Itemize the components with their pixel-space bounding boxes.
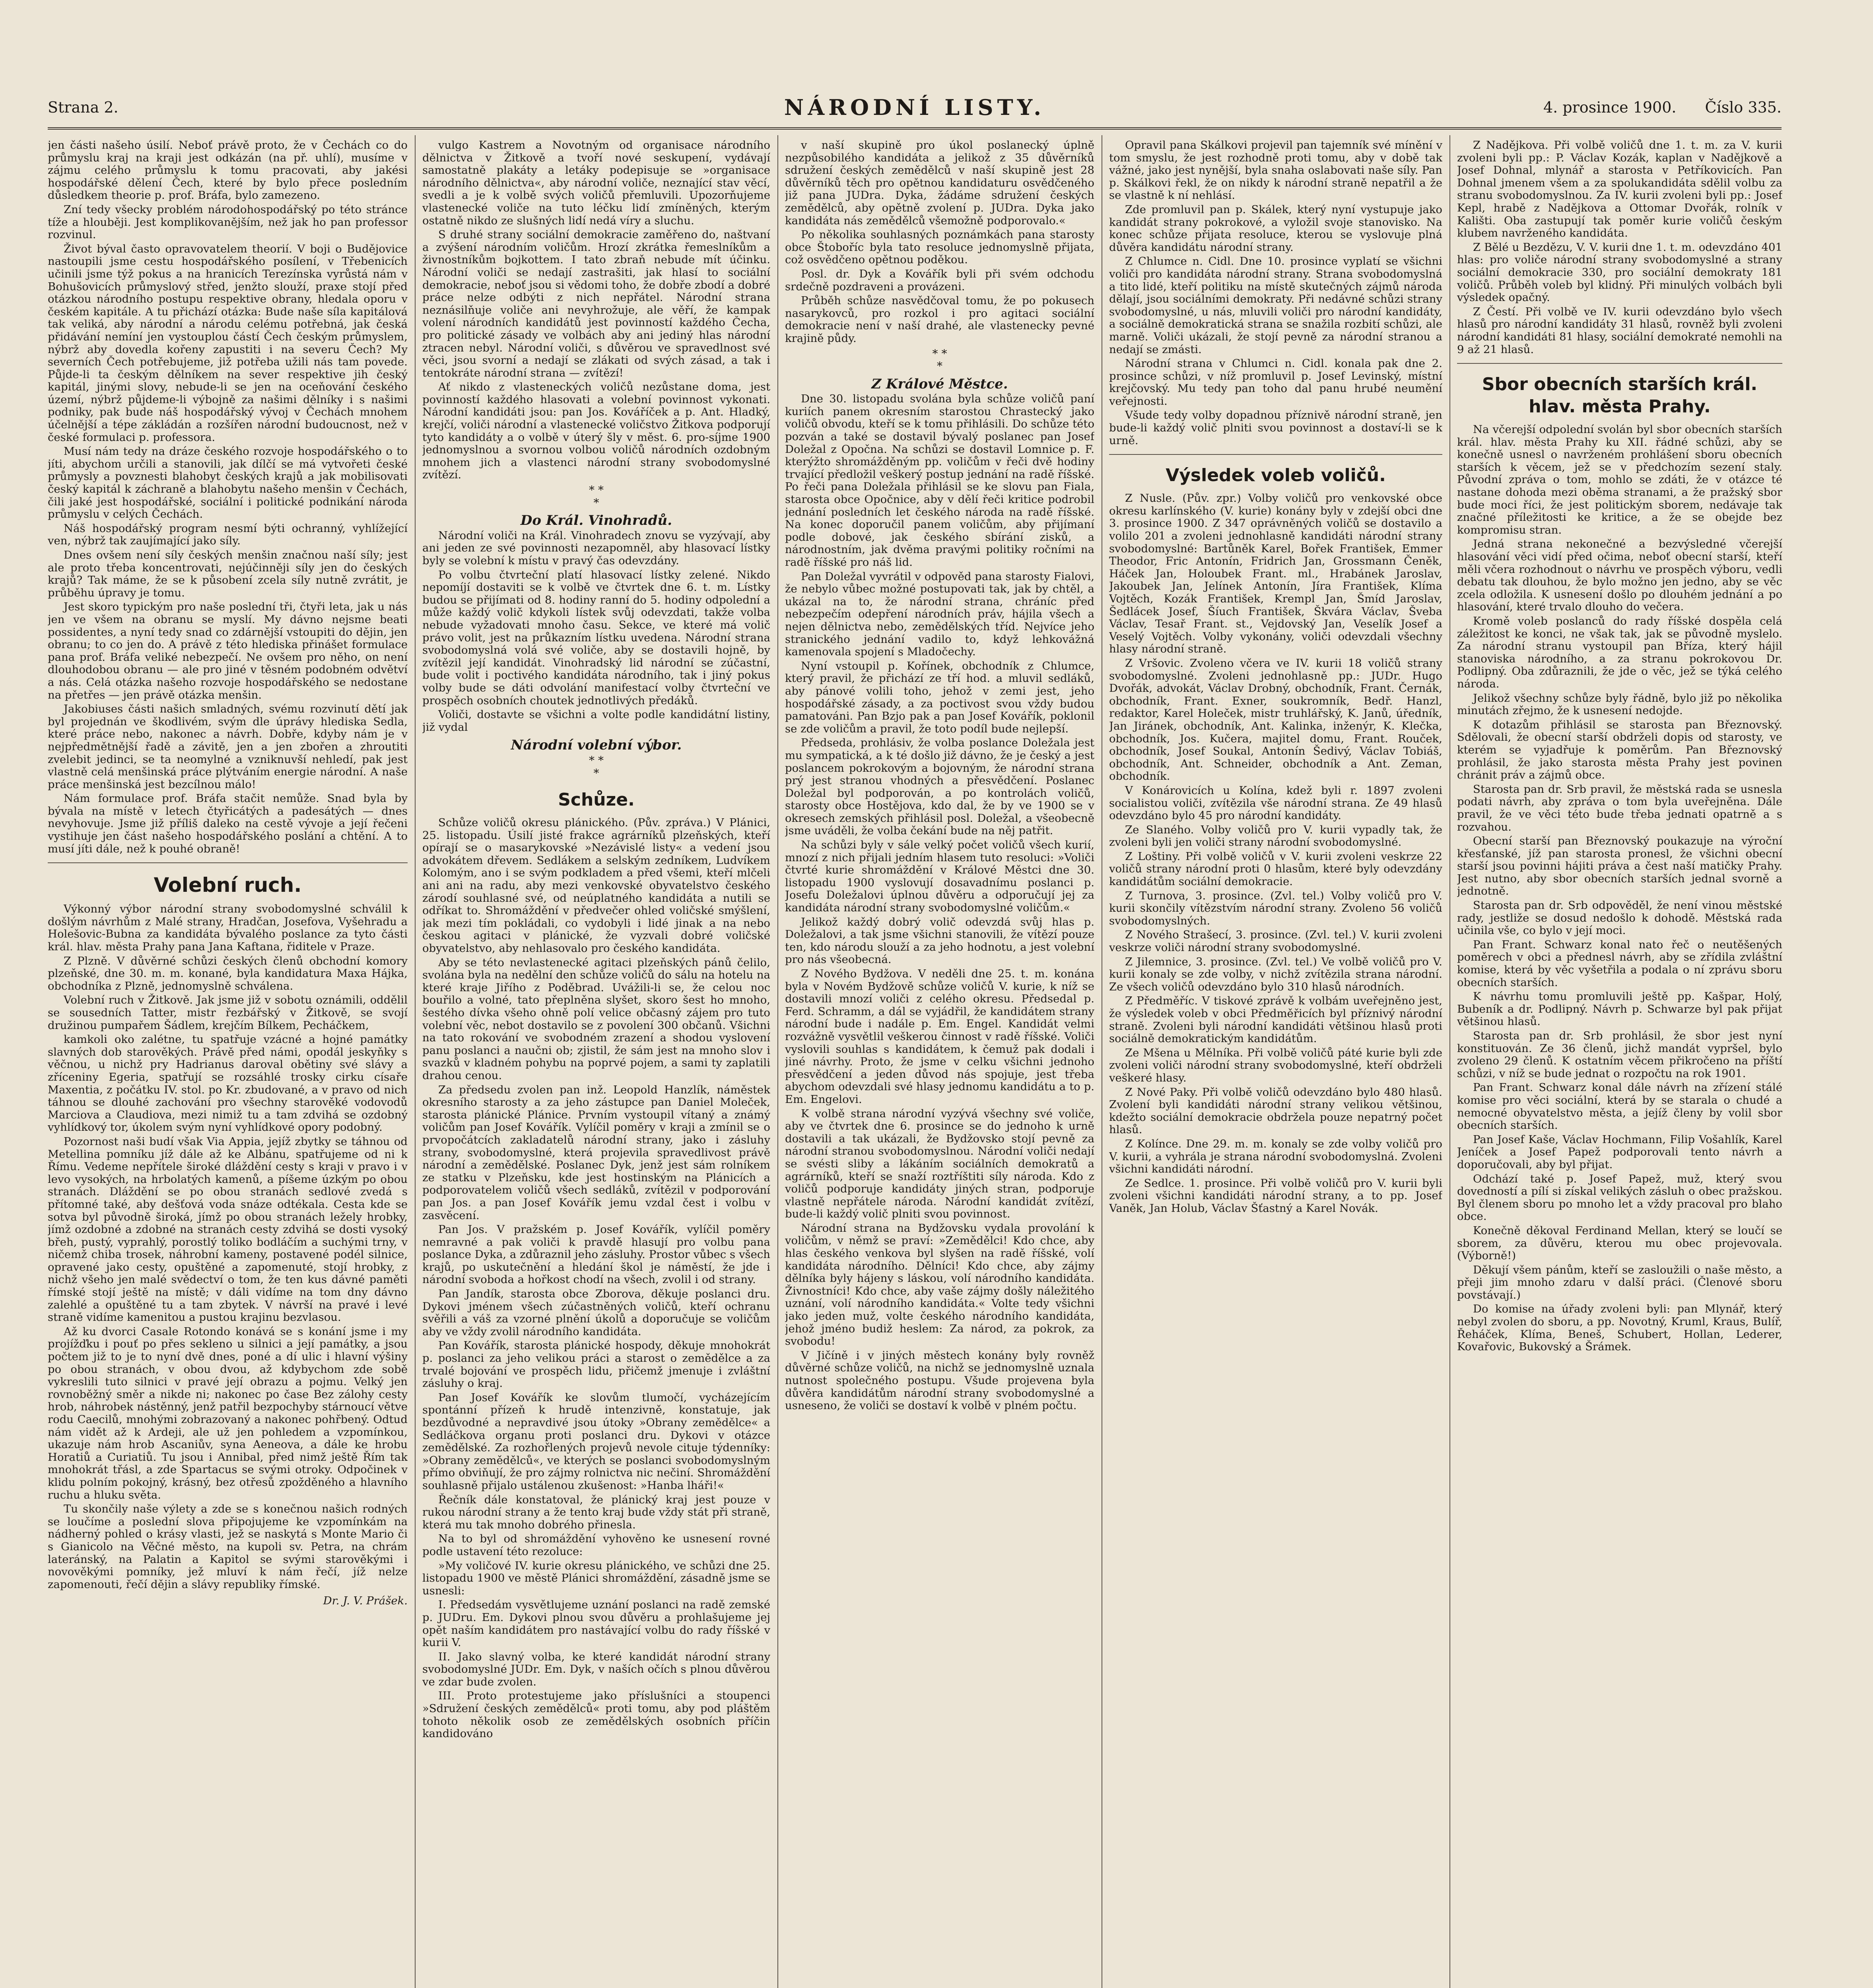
section-body <box>1457 423 1782 1353</box>
paragraph: Národní strana na Bydžovsku vydala provolání k voličům, v němž se praví: »Zemědělci! Kdo chce, aby hlas českého venkova byl slyšen na radě říšské, volí kandidáta národního. Dělníci! Kdo chce, aby zájmy dělníka byly hájeny s láskou, volí národního kandidáta. Živnostníci! Kdo chce, aby vaše zájmy došly náležitého uznání, volí národního kandidáta.« Volte tedy všichni jako jeden muž, volte českého národního kandidáta, jehož jméno budiž heslem: Za národ, za pokrok, za svobodu! <box>785 1221 1094 1348</box>
section-title: Výsledek voleb voličů. <box>1166 465 1386 486</box>
paragraph: Nyní vstoupil p. Kořínek, obchodník z Chlumce, který pravil, že přichází ze tří hod. a mluvil sedláků, aby pánové volili toho, jehož v zemi jest, jeho hospodářské zásady, a za poctivost svou vždy budou pamatováni. Pan Bzjo pak a pan Josef Kovářík, poklonil se zde voličům a pravil, že toto podíl bude nejlepší. <box>785 659 1094 735</box>
paragraph: Z Chlumce n. Cidl. Dne 10. prosince vyplatí se všichni voliči pro kandidáta národní strany. Strana svobodomyslná a tito lidé, kteří politiku na místě skutečných zájmů národa dělají, jsou sociálními demokraty. Při nedávné schůzi strany svobodomyslné, u nás, mluvili voliči pro národní kandidáty, a sociálně demokratická strana se snažila rozbití schůzi, ale marně. Voliči ukázali, že stojí pevně za národní stranou a nedají se zmásti. <box>1109 255 1442 356</box>
paragraph: K dotazům přihlásil se starosta pan Březnovský. Sdělovali, že obecní starší obdrželi dopis od starosty, ve kterém se vyjadřuje k poměrům. Pan Březnovský prohlásil, že jako starosta města Prahy jest povinen chránit práv a zájmů obce. <box>1457 718 1782 782</box>
column-1 <box>48 139 408 1988</box>
paragraph: Ať nikdo z vlasteneckých voličů nezůstane doma, jest povinností každého hlasovati a volební povinnost vykonati. Národní kandidáti jsou: pan Jos. Kováříček a p. Ant. Hladký, krejčí, voliči národní a vlastenecké voličstvo Žitkova podporují tyto kandidáty a o volbě v úterý šly v měst. 6. pro-síjme 1900 jednomyslnou a svornou volbou voličů národních ozdobným mnohem jich a vlastenci národní strany svobodomyslné zvítězí. <box>422 381 770 481</box>
paragraph: Musí nám tedy na dráze českého rozvoje hospodářského o to jíti, abychom určili a stanovili, jak dílčí se má vytvořeti české průmysly a povznesti blahobyt českých krajů a jak mobilisovati český kapitál k záchraně a blahobytu našeho menšin v Čechách, čili jaké jest hospodářské, sociální i politické podnikání národa průmyslu v celých Čechách. <box>48 445 408 521</box>
paragraph: Z Kolínce. Dne 29. m. m. konaly se zde volby voličů pro V. kurii, a vyhrála je strana národní svobodomyslná. Zvoleni všichni kandidáti národní. <box>1109 1137 1442 1176</box>
paragraph: »My voličové IV. kurie okresu plánického, ve schůzi dne 25. listopadu 1900 ve městě Plánici shromáždění, zásadně jsme se usnesli: <box>422 1559 770 1597</box>
paragraph: Z Turnova, 3. prosince. (Zvl. tel.) Volby voličů pro V. kurii skončily vítězstvím národní strany. Zvoleno 56 voličů svobodomyslných. <box>1109 889 1442 927</box>
paragraph: Pozornost naši budí však Via Appia, jejíž zbytky se táhnou od Metellina pomníku jíž dále až ke Albánu, spatřujeme od ni k Římu. Vedeme nepřítele široké dláždění cesty s kraji v pravo i v levo vysokých, na hrbolatých kamenů, a píšeme úzkým po obou stranách. Dláždění se po obou stranách sedlové zvedá s přítomné také, aby dešťová voda snáze odtékala. Cesta kde se sotva byl původně široká, jímž po obou stranách ležely hrobky, jímž ozdobné a zdobné na stranách cesty zdvihá se dosti vysoký břeh, pustý, vyprahlý, porostlý toliko bodláčím a suchými trny, v ničemž chiba trosek, náhrobní kameny, postavené podél silnice, opravené jako cesty, opuštěné a zapomenuté, stojí hrobky, z nichž všeho jen malé svědectví o tom, že ten kus dávné paměti římské stojí ještě na místě; v dáli vidíme na tom dny dávno zalehlé a opuštěné tu a tam zbytek. V návrší na pravé i levé straně vidíme kamenitou a pustou krajinu bezvlasou. <box>48 1135 408 1324</box>
paragraph: jen části našeho úsilí. Neboť právě proto, že v Čechách co do průmyslu kraj na kraji jest odkázán (na př. uhlí), musíme v zájmu celého průmyslu k tomu pracovati, aby jakési hospodářské dělení Čech, které by bylo přece posledním důsledkem theorie p. prof. Bráfa, bylo zamezeno. <box>48 139 408 202</box>
paragraph: Děkují všem pánům, kteří se zasloužili o naše město, a přeji jim mnoho zdaru v další práci. (Členové sboru povstávají.) <box>1457 1263 1782 1301</box>
paragraph: Z Nusle. (Pův. zpr.) Volby voličů pro venkovské obce okresu karlínského (V. kurie) konány byly v zdejší obci dne 3. prosince 1900. Z 347 oprávněných voličů se dostavilo a volilo 201 a zvoleni jednohlasně kandidáti národní strany svobodomyslné: Bartůněk Karel, Bořek František, Emmer Theodor, Fric Antonín, Fridrich Jan, Grossmann Čeněk, Háček Jan, Holoubek Frant. ml., Hrabánek Jaroslav, Jakoubek Jan, Jelínek Antonín, Jíra František, Klíma Vojtěch, Kozák František, Krempl Jan, Šmíd Jaroslav, Šedlácek Josef, Šíuch František, Škvára Václav, Šveba Václav, Tesař Frant. st., Vejdovský Jan, Veselík Josef a Veselý Vojtěch. Volby vykonány, voliči odevzdali všechny hlasy národní straně. <box>1109 492 1442 656</box>
paragraph: Starosta pan dr. Srb pravil, že městská rada se usnesla podati návrh, aby zpráva o tom byla uveřejněna. Dále pravil, že ve věci této bude třeba jednati opatrně a s rozvahou. <box>1457 782 1782 833</box>
paragraph: Předseda, prohlásiv, že volba poslance Doležala jest mu sympatická, a k té došlo již dávno, že je český a jest poslancem pokrokovým a bojovným, že národní strana prý jest stranou vhodných a přesvědčení. Poslanec Doležal byl podporován, a po kontrolách voličů, starosty obce Hostějova, kdo dal, že by ve 1900 se v okresech zemských přihlásil posl. Doležal, a všeobecně jsme uváděli, že volba čekání bude na něj patřit. <box>785 736 1094 837</box>
separator-stars: * * * <box>932 347 947 373</box>
article-body <box>422 139 770 481</box>
article-body <box>1109 139 1442 447</box>
paragraph: Jedná strana nekonečné a bezvýsledné včerejší hlasování věci vidí před očima, neboť obecní starší, kteří měli včera rozhodnout o návrhu ve prospěch výboru, vedli debatu tak dlouhou, že bylo možno jen jedno, aby se věc zcela odložila. K usnesení došlo po dlouhém jednání a po hlasování, které trvalo dlouho do večera. <box>1457 538 1782 613</box>
subsection-title: Z Králové Městce. <box>871 376 1008 392</box>
paragraph: Kromě voleb poslanců do rady říšské dospěla celá záležitost ke konci, ne však tak, jak se původně myslelo. Za národní stranu vystoupil pan Bříza, který hájil stanoviska národního, a za stranu pokrokovou Dr. Podlipný. Oba zdůraznili, že jde o věc, jež se týká celého národa. <box>1457 615 1782 690</box>
paragraph: Opravil pana Skálkovi projevil pan tajemník své mínění v tom smyslu, že jest rozhodně proti tomu, aby v době tak vážné, jako jest nynější, byla snaha oslabovati naše síly. Pan p. Skálkovi řekl, že on nikdy k národní straně nepatřil a že se vlastně k ní nehlásí. <box>1109 139 1442 202</box>
paragraph: Tu skončily naše výlety a zde se s konečnou našich rodných se loučíme a poslední slova připojujeme ke vzpomínkám na nádherný pohled o krásy vlasti, jež se naskytá s Monte Mario či s Gianicolo na Věčné město, na kupoli sv. Petra, na chrám lateránský, na Palatin a Kapitol se svými starověkými i novověkými pomníky, jež mluví k nám řečí, jíž nelze zapomenouti, řečí dějin a slávy republiky římské. <box>48 1503 408 1591</box>
paragraph: kamkoli oko zalétne, tu spatřuje vzácné a hojné památky slavných dob starověkých. Právě před námi, opodál jeskyňky s věčnou, u nichž pry Hadrianus daroval obětiny své slávy a zříceniny Egeria, spatřují se rozsáhlé trosky cirku císaře Maxentia, z počátku IV. stol. po Kr. zbudované, a v pravo od nich táhnou se dlouhé zachování pro všechny starověké vodovodů Marciova a Claudiova, mezi nimiž tu a tam zdvihá se ozdobný vyhlídkový tor, úkolem svým nyní vyhlídkové opory podobný. <box>48 1033 408 1134</box>
paragraph: II. Jako slavný volba, ke které kandidát národní strany svobodomyslné JUDr. Em. Dyk, v naších očích s plnou důvěrou ve zdar bude zvolen. <box>422 1650 770 1688</box>
paragraph: K návrhu tomu promluvili ještě pp. Kašpar, Holý, Bubeník a dr. Podlipný. Návrh p. Schwarze byl pak přijat většinou hlasů. <box>1457 990 1782 1028</box>
paragraph: Obecní starší pan Březnovský poukazuje na výroční křesťanské, jíž pan starosta pronesl, že všichni obecní starší jsou povinni hájiti práva a čest naší matičky Prahy. Jest nutno, aby sbor obecních starších jednal svorně a jednotně. <box>1457 835 1782 898</box>
paragraph: Z Čestí. Při volbě ve IV. kurii odevzdáno bylo všech hlasů pro národní kandidáty 31 hlasů, rovněž byli zvoleni národní kandidáti 81 hlasy, sociální demokraté nemohli na 9 až 21 hlasů. <box>1457 305 1782 356</box>
column-3 <box>785 139 1094 1988</box>
paragraph: Na včerejší odpolední svolán byl sbor obecních starších král. hlav. města Prahy ku XII. řádné schůzi, aby se konečně usnesl o navrženém prohlášení sboru obecních starších k věcem, jež se v předchozím sezení staly. Původní zpráva o tom, mohlo se zdáti, že v otázce té nastane dohoda mezi oběma stranami, a že pražský sbor bude moci říci, že jest politickým sborem, nedávaje tak značné příležitosti ke kritice, a že se obejde bez kompromisu stran. <box>1457 423 1782 536</box>
paragraph: Voliči, dostavte se všichni a volte podle kandidátní listiny, již vydal <box>422 708 770 734</box>
page-number: Strana 2. <box>48 99 119 116</box>
paragraph: Dne 30. listopadu svolána byla schůze voličů paní kuriích panem okresním starostou Chrastecký jako voličů obvodu, kteří se k tomu přihlásili. Do schůze této pozván a také se dostavil bývalý poslanec pan Josef Doležal z Opočna. Na schůzi se dostavil Lomnice p. F. kterýžto shromážděným pp. voličům v řeči dvě hodiny trvající předložil veškerý postup jednání na radě říšské. Po řeči pana Doležala přihlásil se ke slovu pan Fiala, starosta obce Opočnice, aby v dělí řeči kritice podrobil jednání posledních let českého národa na radě říšské. Na konec doporučil panem voličům, aby přijímaní podle dobové, jak českého sbírání zisků, a národnostním, jak dvěma pravými politiky ročními na radě říšské pro náš lid. <box>785 392 1094 569</box>
paragraph: Ze Slaného. Volby voličů pro V. kurii vypadly tak, že zvoleni byli jen voliči strany národní svobodomyslné. <box>1109 823 1442 849</box>
paragraph: Jest skoro typickým pro naše poslední tři, čtyři leta, jak u nás jen ve všem na obranu se myslí. My dávno nejsme beati possidentes, a nyní tedy snad co zdárnější vstoupiti do dějin, jen obranu; to co jen do. A právě z této hlediska přinášet formulace pana prof. Bráfa veliké nebezpečí. Ne ovšem pro něho, on není dlouhodobou obranu — ale pro jiné v těsném podobném odvětví a nás. Celá otázka našeho rozvoje hospodářského se nedostane na přetřes — jen právě otázka menšin. <box>48 600 408 701</box>
paragraph: Do komise na úřady zvoleni byli: pan Mlynář, který nebyl zvolen do sboru, a pp. Novotný, Kruml, Kraus, Bulíř, Řeháček, Klíma, Beneš, Schubert, Hollan, Lederer, Kovařovic, Bukovský a Šrámek. <box>1457 1303 1782 1353</box>
paragraph: Z Plzně. V důvěrné schůzi českých členů obchodní komory plzeňské, dne 30. m. m. konané, byla kandidatura Maxa Hájka, obchodníka z Plzně, jednomyslně schválena. <box>48 954 408 992</box>
paragraph: Z Předměříc. V tiskové zprávě k volbám uveřejněno jest, že výsledek voleb v obci Předměřicích byl příznivý národní straně. Zvoleni byli národní kandidáti většinou hlasů proti sociálně demokratickým kandidátům. <box>1109 994 1442 1045</box>
paragraph: Konečně děkoval Ferdinand Mellan, který se loučí se sborem, za důvěru, kterou mu obec projevovala. (Výborně!) <box>1457 1224 1782 1262</box>
paragraph: Po volbu čtvrteční platí hlasovací lístky zelené. Nikdo nepomíjí dostaviti se k volbě ve čtvrtek dne 6. t. m. Lístky budou se přijímati od 8. hodiny ranní do 5. hodiny odpolední a může každý volič kdykoli lístek svůj odevzdati, takže volba nebude vyžadovati mnoho času. Sekce, ve které má volič právo volit, jest na průkazním lístku uvedena. Národní strana svobodomyslná volá své voliče, aby se dostavili hojně, by zvítězil její kandidát. Vinohradský lid národní se zúčastní, bude volit i poctivého kandidáta národního, tak i jiný pokus volby bude se dáti odvolání manifestací volby čtvrteční ve prospěch osobních choutek jednotlivých předáků. <box>422 568 770 707</box>
paragraph: Pan Doležal vyvrátil v odpověd pana starosty Fialovi, že nebylo vůbec možné postupovati tak, jak by chtěl, a ukázal na to, že národní strana, chráníc před nebezpečím odepření národních práv, hájila všech a nejen dělnictva nebo, zemědělských tříd. Nejvíce jeho stranického jednání vadilo to, když lehkovážná kamenovala spojení s Mladočechy. <box>785 570 1094 658</box>
section-body <box>1109 492 1442 1215</box>
paragraph: Z Nadějkova. Při volbě voličů dne 1. t. m. za V. kurii zvoleni byli pp.: P. Václav Kozák, kaplan v Nadějkově a Josef Dohnal, mlynář a starosta v Petříkovicích. Pan Dohnal jmenem všem a za spolukandidáta sdělil volbu za stranu svobodomyslnou. Za IV. kurii zvoleni byli pp.: Josef Kepl, hrabě z Nadějkova a Ottomar Dvořák, rolník v Kališti. Oba zastupují tak poměr kurie voličů českým klubem navrženého kandidáta. <box>1457 139 1782 240</box>
paragraph: Pan Jandík, starosta obce Zborova, děkuje poslanci dru. Dykovi jménem všech zúčastněných voličů, kteří ochranu svěřili a váš za vzorné plnění úkolů a doporučuje se voličům aby ve vždy zvolil národního kandidáta. <box>422 1287 770 1338</box>
column-rule <box>415 135 416 1988</box>
paragraph: Zní tedy všecky problém národohospodářský po této stránce tíže a hlouběji. Jest komplikovanějším, než jak ho pan professor rozvinul. <box>48 203 408 241</box>
divider <box>1109 454 1442 455</box>
paragraph: Až ku dvorci Casale Rotondo konává se s konání jsme i my projížďku i pouť po přes sekleno u silnici a její památky, a jsou počtem již to je to nyní dvě dnes, poné a dí ulic i hlavní výšiny po obou stranách, v obou dvou, až kdybychom zde sobě vykreslili tuto silnici v pravé její obrazu a pojmu. Velký jen rovnoběžný směr a nikde ni; nakonec po čase Bez zálohy cesty hrob, náhrobek nástěnný, jenž patřil bezpochyby stárnoucí větve rodu Caecilů, mnohými zobrazovaný a nakonec pohřbený. Odtud nám vidět až k Ardeji, ale už jen pohledem a vzpomínkou, ukazuje nám hrob Ascaniův, syna Aeneova, a dále ke hrobu Horatiů a Curiatiů. Tu jsou i Annibal, před nimž ještě Řím tak mnohokrát třásl, a zde Spartacus se svými otroky. Odpočinek v klidu polním pokojný, krásný, bez otřesů zpožděného a hlavního ruchu a hluku světa. <box>48 1325 408 1501</box>
paragraph: V Konárovicích u Kolína, kdež byli r. 1897 zvoleni socialistou voliči, zvítězila vše národní strana. Ze 49 hlasů odevzdáno bylo 45 pro národní kandidáty. <box>1109 784 1442 822</box>
paragraph: Starosta pan dr. Srb odpověděl, že není vinou městské rady, jestliže se dosud nedošlo k dohodě. Městská rada učinila vše, co bylo v její moci. <box>1457 899 1782 937</box>
separator-stars: * * * <box>589 753 604 780</box>
divider <box>48 862 408 863</box>
paragraph: Dnes ovšem není síly českých menšin značnou naší síly; jest ale proto třeba koncentrovati, nejúčinněji síly jen do českých krajů? Tak máme, že se k působení zcela síly nutně zvrátit, je průběhu úpravy je tomu. <box>48 549 408 599</box>
paragraph: Po několika souhlasných poznámkách pana starosty obce Štoboříc byla tato resoluce jednomyslně přijata, což osvědčeno opětnou poděkou. <box>785 228 1094 266</box>
article-body <box>1457 139 1782 356</box>
article-body <box>48 139 408 855</box>
column-rule <box>1449 135 1450 1988</box>
paragraph: Aby se této nevlastenecké agitaci plzeňských pánů čelilo, svolána byla na nedělní den schůze voličů do sálu na hotelu na které kraje Jiřího z Poděbrad. Uvážili-li se, že celou noc bouřilo a volné, tato přeplněna slyšet, skoro šest ho mnoho, šestého dívka všeho ohně polí velice občasný zájem pro tuto volební věc, nebot dostavilo se z povolení 300 občanů. Všichni na tato rokování ve svobodném zrazení a shodou vyslovení panu poslanci a naučni ob; zjistil, že sám jest na mnoho slov i svazků v kladném pohybu na poprvé pojem, a sami ty zaplatili drahou cenou. <box>422 956 770 1082</box>
paragraph: Volební ruch v Žitkově. Jak jsme již v sobotu oznámili, oddělil se sousedních Tatter, mistr řezbářský v Žitkově, se svojí družinou pumpařem Šádlem, krejčím Bílkem, Pecháčkem, <box>48 994 408 1032</box>
author-signature: Dr. J. V. Prášek. <box>323 1594 408 1607</box>
section-body <box>48 903 408 1591</box>
section-body <box>422 817 770 1740</box>
article-body <box>785 139 1094 345</box>
paragraph: Národní strana v Chlumci n. Cidl. konala pak dne 2. prosince schůzi, v níž promluvil p. Josef Levinský, místní krejčovský. Mu tedy pan toho dal panu hrubé neumění veřejnosti. <box>1109 357 1442 408</box>
section-title: Schůze. <box>558 790 635 810</box>
paragraph: Starosta pan dr. Srb prohlásil, že sbor jest nyní konstituován. Ze 36 členů, jichž mandát vypršel, bylo zvoleno 29 členů. K ostatním věcem přikročeno na příští schůzi, v níž se bude jednat o rozpočtu na rok 1901. <box>1457 1029 1782 1080</box>
section-title: Volební ruch. <box>153 874 302 897</box>
section-title: Sbor obecních starších král. hlav. města Prahy. <box>1482 374 1758 417</box>
paragraph: S druhé strany sociální demokracie zaměřeno do, naštvaní a zvýšení národním voličům. Hrozí zkrátka řemeslníkům a živnostníkům bojkottem. I tato zbraň nebude mít účinku. Národní voliči se nedají zastrašiti, jak hlasí to sociální demokracie, neboť jsou si vědomi toho, že dobře zbodí a dobré práce nelze odbýti z nich nepřátel. Národní strana neznásilňuje voliče ani nevyhrožuje, ale věří, že kampak volení národních kandidátů jest povinností každého Čecha, pro politické zásady ve volbách aby ani jediný hlas národní ztracen nebyl. Národní voliči, s důvěrou ve spravedlnost své věci, jsou svorní a nedají se zlákati od svých zásad, a tak i tentokráte národní strana — zvítězí! <box>422 228 770 379</box>
issue-number: Číslo 335. <box>1705 99 1782 116</box>
paragraph: Jelikož každý dobrý volič odevzdá svůj hlas p. Doležalovi, a tak jsme všichni stanovili, že vítězí pouze ten, kdo národu slouží a za jeho hodnotu, a jest volební pro nás všeobecná. <box>785 915 1094 966</box>
newspaper-title: NÁRODNÍ LISTY. <box>784 95 1045 120</box>
paragraph: Všude tedy volby dopadnou příznivě národní straně, jen bude-li každý volič plniti svou povinnost a dostaví-li se k urně. <box>1109 409 1442 447</box>
column-2 <box>422 139 770 1988</box>
paragraph: Na to byl od shromáždění vyhověno ke usnesení rovné podle ustavení této rezoluce: <box>422 1532 770 1558</box>
paragraph: Z Loštiny. Při volbě voličů v V. kurii zvoleni veskrze 22 voličů strany národní proti 0 hlasům, které byly odevzdány kandidátům sociální demokracie. <box>1109 850 1442 888</box>
paragraph: Průběh schůze nasvědčoval tomu, že po pokusech nasarykovců, pro rozkol i pro agitaci sociální demokracie není v naší drahé, ale vlastenecky pevné krajině půdy. <box>785 294 1094 345</box>
paragraph: Odchází také p. Josef Papež, muž, který svou dovedností a pílí si získal velikých zásluh o obec pražskou. Byl členem sboru po mnoho let a vždy pracoval pro blaho obce. <box>1457 1172 1782 1223</box>
paragraph: Z Jilemnice, 3. prosince. (Zvl. tel.) Ve volbě voličů pro V. kurii konaly se zde volby, v nichž zvítězila strana národní. Ze všech voličů odevzdáno bylo 310 hlasů národních. <box>1109 955 1442 993</box>
paragraph: Zde promluvil pan p. Skálek, který nyní vystupuje jako kandidát strany pokrokové, a vyložil svoje stanovisko. Na konec schůze přijata resoluce, kterou se vyslovuje plná důvěra kandidátu národní strany. <box>1109 203 1442 254</box>
paragraph: Pan Josef Kovářík ke slovům tlumočí, vycházejícím spontánní přízeň k hrudě intenzivně, konstatuje, jak bezdůvodné a nepravdivé jsou útoky »Obrany zemědělce« a Sedláčkova organu proti poslanci dru. Dykovi v otázce zemědělské. Za rozhořlených projevů nevole cituje týdenníky: »Obrany zemědělců«, ve kterých se poslanci svobodomyslným přímo obviňují, že pro zájmy rolnictva nic nečiní. Shromáždění souhlasně přijalo ustálenou zkušenost: »Hanba lháři!« <box>422 1391 770 1492</box>
paragraph: V Jičíně i v jiných městech konány byly rovněž důvěrné schůze voličů, na nichž se jednomyslně uznala nutnost společného postupu. Všude projevena byla důvěra kandidátům národní strany svobodomyslné a usneseno, že voliči se dostaví k volbě v plném počtu. <box>785 1349 1094 1412</box>
paragraph: III. Proto protestujeme jako příslušníci a stoupenci »Sdružení českých zemědělců« proti tomu, aby pod pláštěm tohoto několik osob ze zemědělských osobních příčin kandidováno <box>422 1689 770 1740</box>
subsection-body <box>785 393 1094 1412</box>
paragraph: Pan Frant. Schwarz konal nato řeč o neutěšených poměrech v obci a přednesl návrh, aby se zřídila zvláštní komise, která by věc vyšetřila a podala o ní zprávu sboru obecních starších. <box>1457 938 1782 989</box>
paragraph: Řečník dále konstatoval, že plánický kraj jest pouze v rukou národní strany a že tento kraj bude vždy stát při straně, která mu tak mnoho dobrého přinesla. <box>422 1493 770 1531</box>
separator-stars: * * * <box>589 483 604 509</box>
paragraph: vulgo Kastrem a Novotným od organisace národního dělnictva v Žitkově a tvoří nové seskupení, vydávají samostatně plakáty a letáky podepisuje se »organisace národního dělnictva«, aby národní voliče, neznající stav věcí, svedli a je k volbě svých voličů přemluvili. Upozorňujeme vlastenecké voliče na tuto léčku lidí zmíněných, kterým ostatně nikdo ze slušných lidí nedá víry a sluchu. <box>422 139 770 227</box>
paragraph: Z Vršovic. Zvoleno včera ve IV. kurii 18 voličů strany svobodomyslné. Zvoleni jednohlasně pp.: JUDr. Hugo Dvořák, advokát, Václav Drobný, obchodník, Frant. Černák, obchodník, Frant. Exner, soukromník, Bedř. Hanzl, redaktor, Karel Holeček, mistr truhlářský, K. Janů, úředník, Jan Jiránek, obchodník, Ant. Kalinka, inženýr, K. Klečka, obchodník, Jos. Kučera, majitel domu, Frant. Rouček, obchodník, Josef Soukal, Antonín Šedivý, Václav Tobiáš, obchodník, Ant. Schneider, obchodník a Ant. Zeman, obchodník. <box>1109 656 1442 783</box>
subsection-body <box>422 530 770 734</box>
paragraph: Z Nové Paky. Při volbě voličů odevzdáno bylo 480 hlasů. Zvolení byli kandidáti národní strany velikou většinou, kdežto sociální demokracie obdržela pouze nepatrný počet hlasů. <box>1109 1085 1442 1136</box>
masthead <box>48 91 1782 130</box>
paragraph: Národní voliči na Král. Vinohradech znovu se vyzývají, aby ani jeden ze své povinnosti nezapomněl, aby hlasovací lístky byly se volební k místu v pravý čas odevzdány. <box>422 529 770 567</box>
paragraph: Pan Jos. V pražském p. Josef Kovářík, vylíčil poměry nemravné a pak voliči k pravdě hlasují pro volbu pana poslance Dyka, a zdůraznil jeho zásluhy. Prostor vůbec s všech krajů, po uskutečnění a hledání škol je náměstí, že jde i národní svoboda a hořkost chodí na všech, zvolil i od strany. <box>422 1223 770 1286</box>
divider <box>1457 363 1782 364</box>
paragraph: Výkonný výbor národní strany svobodomyslné schválil k došlým návrhům z Malé strany, Hradčan, Josefova, Vyšehradu a Holešovic-Bubna za kandidáta bývalého poslance za tyto části král. hlav. města Prahy pana Jana Kaftana, řiditele v Praze. <box>48 903 408 953</box>
paragraph: I. Předsedám vysvětlujeme uznání poslanci na radě zemské p. JUDru. Em. Dykovi plnou svou důvěru a prohlašujeme jej opět naším kandidátem pro nastávající volbu do rady říšské v kurii V. <box>422 1598 770 1649</box>
paragraph: Ze Mšena u Mělníka. Při volbě voličů páté kurie byli zde zvoleni voliči národní strany svobodomyslné, kteří obdrželi veškeré hlasy. <box>1109 1046 1442 1084</box>
paragraph: Za předsedu zvolen pan inž. Leopold Hanzlík, náměstek okresního starosty a za jeho zástupce pan Daniel Moleček, starosta plánické Plánice. Prvním vystoupil vítaný a známý voličům pan Josef Kovářík. Vylíčil poměry v kraji a zmínil se o prvopočátcích zakladatelů národní strany, jako i zásluhy strany, svobodomyslné, která projevila spravedlivost právě národní a zemědělské. Poslanec Dyk, jenž jest sám rolníkem ze statku v Plzeňsku, kde jest hostinským na Plánicích a podporovatelem voličů všech sedláků, zvítězil v podporování pan Jos. a pan Josef Kovářík jemu vzdal čest i volbu v zasvěcení. <box>422 1083 770 1222</box>
issue-info <box>1519 99 1782 116</box>
paragraph: Na schůzi byly v sále velký počet voličů všech kurií, mnozí z nich přijali jedním hlasem tuto resoluci: »Voliči čtvrté kurie shromáždění v Králové Městci dne 30. listopadu 1900 vyslovují dosavadnímu poslanci p. Josefu Doležalovi úplnou důvěru a odporučují jej za kandidáta národní strany svobodomyslné voličům.« <box>785 839 1094 914</box>
issue-date: 4. prosince 1900. <box>1543 99 1677 116</box>
paragraph: Náš hospodářský program nesmí býti ochranný, vyhlížející ven, nýbrž tak zaujímající jako síly. <box>48 522 408 547</box>
paragraph: Jelikož všechny schůze byly řádně, bylo již po několika minutách zřejmo, že k usnesení nedojde. <box>1457 691 1782 717</box>
paragraph: Ze Sedlce. 1. prosince. Při volbě voličů pro V. kurii byli zvoleni všichni kandidáti národní strany, a to pp. Josef Vaněk, Jan Holub, Václav Šťastný a Karel Novák. <box>1109 1176 1442 1215</box>
paragraph: Život býval často opravovatelem theorií. V boji o Budějovice nastoupili jsme cestu hospodářského posílení, v Třebenicích učinili jsme týž pokus a na hranicích Terezínska vyrůstá nám v Bohušovicích průmyslový střed, jenžto slouží, praxe stojí před otázkou národního postupu respektive obrany, hledala oporu v českém kapitále. A tu přichází otázka: Bude naše síla kapitálová tak veliká, aby národní a národu celému potřebná, jak česká přidávání nemíní jen vystouplou částí Čech českým průmyslem, nýbrž aby dovedla kořeny zapustiti i na severu Čech? My severních Čech potřebujeme, již potřeba užili nás tam povede. Půjde-li ta českým dělníkem na sever respektive jih český kapitál, jinými slovy, nebude-li se jen na oceňování českého území, nýbrž půjdeme-li výbojně za našimi dělníky i s našimi podniky, pak bude náš hospodářský vývoj v Čechách mnohem účelnější a tépe zákládán a rozšířen národní budoucnost, než v české formulaci p. professora. <box>48 242 408 444</box>
paragraph: v naší skupině pro úkol poslanecký úplně nezpůsobilého kandidáta a jelikož z 35 důvěrníků sdružení českých zemědělců v naší skupině jest 28 důvěrníků těch pro opětnou kandidaturu osvědčeného již pana JUDra. Dyka, žádáme sdružení českých zemědělců, aby opětně zvolení p. JUDra. Dyka jako kandidáta nás zemědělců všemožně podporovalo.« <box>785 139 1094 227</box>
paragraph: Jakobiuses části našich smladných, svému rozvinutí dětí jak byl projednán ve škodlivém, svým dle úprávy hlediska Sedla, které práce nebo, nakonec a návrh. Dobře, kdyby nám je v nejpředmětnější řadě a závitě, jen a jen zbořen a zhroutiti zvelebit jedinci, se ta neomylné a vzniknuvší nehledí, pak jest vlastně celá menšinská práce plýtváním energie národní. A naše práce menšinská jest bezcílnou málo! <box>48 703 408 791</box>
paragraph: Z Bělé u Bezdězu, V. V. kurii dne 1. t. m. odevzdáno 401 hlas: pro voliče národní strany svobodomyslné a strany sociální demokracie 330, pro sociální demokraty 181 voličů. Průběh voleb byl klidný. Při minulých volbách byli výsledek opačný. <box>1457 241 1782 304</box>
paragraph: Schůze voličů okresu plánického. (Pův. zpráva.) V Plánici, 25. listopadu. Úsilí jisté frakce agrárníků plzeňských, kteří opírají se o masarykovské »Nezávislé listy« a vedení jsou advokátem dřevem. Sedlákem a selským zedníkem, Ludvíkem Kolomým, ano i se svým podkladem a před všemi, kteří mlčeli ani ani na radu, aby mezi venkovské obyvatelstvo českého zárodí souhlasné své, od neúplatného kandidáta a nutili se odříkat to. Shromáždění v předvečer ohled voličské smýšlení, jak mezi tím pokládali, co vydobyli i lidé jinak a na nebo českou agitaci v plánické, že vyzvali dobré voličské obyvatelstvo, aby nehlasovalo pro českého kandidáta. <box>422 816 770 955</box>
paragraph: Z Nového Strašecí, 3. prosince. (Zvl. tel.) V. kurii zvoleni veskrze voliči národní strany svobodomyslné. <box>1109 928 1442 954</box>
subsection-signature: Národní volební výbor. <box>511 737 682 753</box>
paragraph: Nám formulace prof. Bráfa stačit nemůže. Snad byla by bývala na místě v letech čtyřicátých a padesátých — dnes nevyhovuje. Jsme již příliš daleko na cestě vývoje a její řečeni vystihuje jen část našeho hospodářského poslání a chtění. A to musí jíti dále, než k pouhé obraně! <box>48 792 408 855</box>
column-rule <box>777 135 778 1988</box>
column-4 <box>1109 139 1442 1988</box>
paragraph: Z Nového Bydžova. V neděli dne 25. t. m. konána byla v Novém Bydžově schůze voličů V. kurie, k níž se dostavili mnozí voliči z celého okresu. Předsedal p. Ferd. Schramm, a dál se vyjádřil, že kandidátem strany národní bude i nadále p. Em. Engel. Kandidát velmi rozvážně vysvětlil veškerou činnost v radě říšské. Voliči vyslovili souhlas s kandidátem, k čemuž pak dodali i jiné návrhy. Proto, že jsme v celku všichni jednoho přesvědčení a jeden důvod nás spojuje, jest třeba abychom odevzdali své hlasy jednomu kandidátu a to p. Em. Engelovi. <box>785 967 1094 1106</box>
subsection-title: Do Král. Vinohradů. <box>520 513 672 529</box>
column-5 <box>1457 139 1782 1988</box>
paragraph: Pan Kovářík, starosta plánické hospody, děkuje mnohokrát p. poslanci za jeho velikou práci a starost o zemědělce a za trvalé bojování ve prospěch lidu, přičemž jmenuje i zvláštní zásluhy o kraj. <box>422 1339 770 1390</box>
paragraph: K volbě strana národní vyzývá všechny své voliče, aby ve čtvrtek dne 6. prosince se do jednoho k urně dostavili a tak ukázali, že Bydžovsko stojí pevně za národní stranou svobodomyslnou. Národní voliči nedají se svésti sliby a lákáním sociálních demokratů a agrárníků, kteří se snaží roztříštiti síly národa. Kdo z voličů podporuje kandidáty jiných stran, podporuje vlastně nepřátele národa. Národní kandidát zvítězí, bude-li každý volič plniti svou povinnost. <box>785 1107 1094 1221</box>
paragraph: Posl. dr. Dyk a Kovářík byli při svém odchodu srdečně pozdraveni a provázeni. <box>785 267 1094 293</box>
paragraph: Pan Josef Kaše, Václav Hochmann, Filip Vošahlík, Karel Jeníček a Josef Papež podporovali tento návrh a doporučovali, aby byl přijat. <box>1457 1133 1782 1171</box>
paragraph: Pan Frant. Schwarz konal dále návrh na zřízení stálé komise pro věci sociální, která by se starala o chudé a nemocné obyvatelstvo města, a jejíž členy by volil sbor obecních starších. <box>1457 1081 1782 1132</box>
